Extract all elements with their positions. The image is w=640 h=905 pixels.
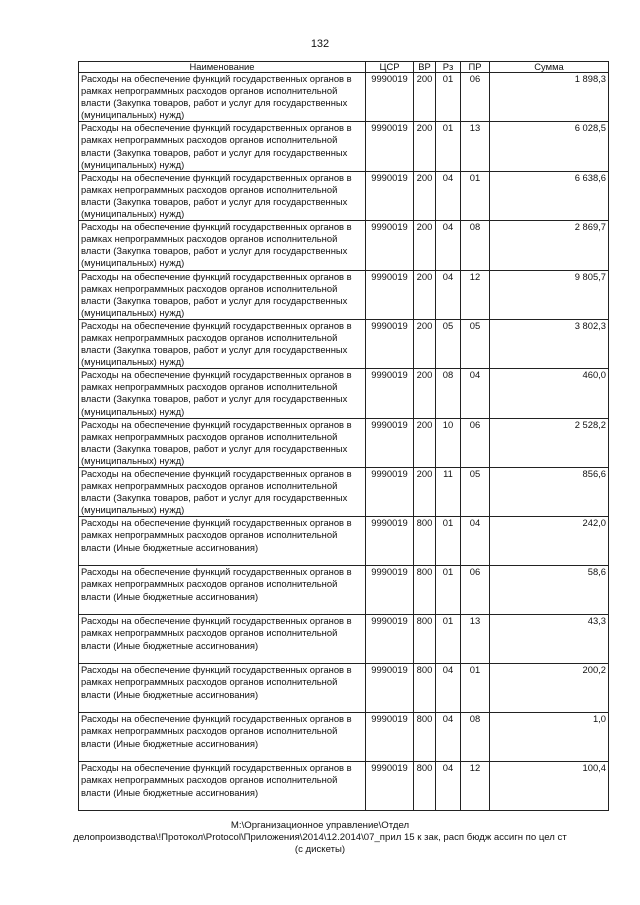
cell-sum: 1,0 bbox=[490, 713, 609, 762]
cell-pr: 06 bbox=[461, 418, 490, 467]
table-row bbox=[79, 270, 609, 319]
footer-line-1: М:\Организационное управление\Отдел bbox=[230, 820, 410, 831]
cell-vr: 800 bbox=[414, 664, 436, 713]
table-row bbox=[79, 73, 609, 122]
cell-rz: 04 bbox=[436, 270, 461, 319]
cell-rz: 01 bbox=[436, 517, 461, 566]
cell-vr: 800 bbox=[414, 517, 436, 566]
cell-pr: 12 bbox=[461, 270, 490, 319]
cell-pr: 13 bbox=[461, 122, 490, 171]
cell-csr: 9990019 bbox=[366, 517, 414, 566]
cell-csr: 9990019 bbox=[366, 762, 414, 811]
cell-pr: 13 bbox=[461, 615, 490, 664]
table-row bbox=[79, 171, 609, 220]
cell-csr: 9990019 bbox=[366, 664, 414, 713]
cell-vr: 800 bbox=[414, 566, 436, 615]
cell-csr: 9990019 bbox=[366, 221, 414, 270]
header-rz: Рз bbox=[436, 62, 461, 73]
cell-sum: 100,4 bbox=[490, 762, 609, 811]
cell-name: Расходы на обеспечение функций государственных органов в рамках непрограммных расходов органов исполнительной власти (Иные бюджетные ассигнования) bbox=[79, 664, 366, 713]
cell-vr: 200 bbox=[414, 418, 436, 467]
table-row bbox=[79, 713, 609, 762]
cell-rz: 11 bbox=[436, 468, 461, 517]
header-row bbox=[79, 62, 609, 73]
cell-sum: 9 805,7 bbox=[490, 270, 609, 319]
cell-sum: 58,6 bbox=[490, 566, 609, 615]
header-name: Наименование bbox=[79, 62, 366, 73]
cell-vr: 200 bbox=[414, 122, 436, 171]
cell-name: Расходы на обеспечение функций государственных органов в рамках непрограммных расходов органов исполнительной власти (Закупка товаров, работ и услуг для государственных (муниципальных) нужд) bbox=[79, 122, 366, 171]
cell-pr: 01 bbox=[461, 171, 490, 220]
cell-vr: 200 bbox=[414, 73, 436, 122]
cell-name: Расходы на обеспечение функций государственных органов в рамках непрограммных расходов органов исполнительной власти (Закупка товаров, работ и услуг для государственных (муниципальных) нужд) bbox=[79, 73, 366, 122]
header-pr: ПР bbox=[461, 62, 490, 73]
table-row bbox=[79, 566, 609, 615]
cell-name: Расходы на обеспечение функций государственных органов в рамках непрограммных расходов органов исполнительной власти (Закупка товаров, работ и услуг для государственных (муниципальных) нужд) bbox=[79, 270, 366, 319]
table-body bbox=[79, 73, 609, 811]
cell-name: Расходы на обеспечение функций государственных органов в рамках непрограммных расходов органов исполнительной власти (Закупка товаров, работ и услуг для государственных (муниципальных) нужд) bbox=[79, 369, 366, 418]
cell-rz: 10 bbox=[436, 418, 461, 467]
cell-name: Расходы на обеспечение функций государственных органов в рамках непрограммных расходов органов исполнительной власти (Закупка товаров, работ и услуг для государственных (муниципальных) нужд) bbox=[79, 171, 366, 220]
cell-name: Расходы на обеспечение функций государственных органов в рамках непрограммных расходов органов исполнительной власти (Закупка товаров, работ и услуг для государственных (муниципальных) нужд) bbox=[79, 319, 366, 368]
table-row bbox=[79, 319, 609, 368]
cell-csr: 9990019 bbox=[366, 319, 414, 368]
cell-pr: 05 bbox=[461, 319, 490, 368]
table-row bbox=[79, 418, 609, 467]
cell-pr: 06 bbox=[461, 566, 490, 615]
cell-name: Расходы на обеспечение функций государственных органов в рамках непрограммных расходов органов исполнительной власти (Иные бюджетные ассигнования) bbox=[79, 713, 366, 762]
cell-vr: 200 bbox=[414, 468, 436, 517]
cell-csr: 9990019 bbox=[366, 73, 414, 122]
cell-sum: 856,6 bbox=[490, 468, 609, 517]
cell-rz: 05 bbox=[436, 319, 461, 368]
cell-rz: 04 bbox=[436, 171, 461, 220]
page-number: 132 bbox=[310, 38, 330, 50]
footer-line-2: делопроизводства\!Протокол\Protocol\Приложения\2014\12.2014\07_прил 15 к зак, расп бюдж ассигн по цел ст bbox=[73, 832, 567, 843]
cell-name: Расходы на обеспечение функций государственных органов в рамках непрограммных расходов органов исполнительной власти (Иные бюджетные ассигнования) bbox=[79, 566, 366, 615]
cell-csr: 9990019 bbox=[366, 270, 414, 319]
cell-rz: 08 bbox=[436, 369, 461, 418]
footer-line-3: (с дискеты) bbox=[294, 844, 346, 855]
cell-vr: 800 bbox=[414, 615, 436, 664]
cell-csr: 9990019 bbox=[366, 369, 414, 418]
cell-csr: 9990019 bbox=[366, 418, 414, 467]
cell-pr: 08 bbox=[461, 713, 490, 762]
cell-sum: 43,3 bbox=[490, 615, 609, 664]
cell-vr: 200 bbox=[414, 369, 436, 418]
cell-csr: 9990019 bbox=[366, 171, 414, 220]
table-header bbox=[79, 62, 609, 73]
cell-pr: 05 bbox=[461, 468, 490, 517]
cell-rz: 01 bbox=[436, 566, 461, 615]
cell-vr: 200 bbox=[414, 319, 436, 368]
cell-vr: 800 bbox=[414, 713, 436, 762]
table-row bbox=[79, 122, 609, 171]
table-row bbox=[79, 615, 609, 664]
cell-sum: 6 638,6 bbox=[490, 171, 609, 220]
header-vr: ВР bbox=[414, 62, 436, 73]
cell-name: Расходы на обеспечение функций государственных органов в рамках непрограммных расходов органов исполнительной власти (Закупка товаров, работ и услуг для государственных (муниципальных) нужд) bbox=[79, 221, 366, 270]
cell-pr: 01 bbox=[461, 664, 490, 713]
cell-rz: 04 bbox=[436, 713, 461, 762]
cell-vr: 200 bbox=[414, 171, 436, 220]
cell-name: Расходы на обеспечение функций государственных органов в рамках непрограммных расходов органов исполнительной власти (Закупка товаров, работ и услуг для государственных (муниципальных) нужд) bbox=[79, 418, 366, 467]
cell-name: Расходы на обеспечение функций государственных органов в рамках непрограммных расходов органов исполнительной власти (Иные бюджетные ассигнования) bbox=[79, 615, 366, 664]
cell-rz: 01 bbox=[436, 122, 461, 171]
cell-sum: 1 898,3 bbox=[490, 73, 609, 122]
table-row bbox=[79, 221, 609, 270]
cell-sum: 3 802,3 bbox=[490, 319, 609, 368]
table-row bbox=[79, 468, 609, 517]
cell-pr: 04 bbox=[461, 369, 490, 418]
header-sum: Сумма bbox=[490, 62, 609, 73]
cell-rz: 04 bbox=[436, 762, 461, 811]
file-path-footer bbox=[0, 820, 640, 856]
cell-csr: 9990019 bbox=[366, 468, 414, 517]
cell-sum: 6 028,5 bbox=[490, 122, 609, 171]
cell-name: Расходы на обеспечение функций государственных органов в рамках непрограммных расходов органов исполнительной власти (Иные бюджетные ассигнования) bbox=[79, 762, 366, 811]
cell-name: Расходы на обеспечение функций государственных органов в рамках непрограммных расходов органов исполнительной власти (Закупка товаров, работ и услуг для государственных (муниципальных) нужд) bbox=[79, 468, 366, 517]
cell-pr: 04 bbox=[461, 517, 490, 566]
table-row bbox=[79, 664, 609, 713]
cell-sum: 2 528,2 bbox=[490, 418, 609, 467]
cell-vr: 200 bbox=[414, 221, 436, 270]
table-row bbox=[79, 517, 609, 566]
table-row bbox=[79, 369, 609, 418]
cell-csr: 9990019 bbox=[366, 713, 414, 762]
cell-sum: 200,2 bbox=[490, 664, 609, 713]
cell-sum: 2 869,7 bbox=[490, 221, 609, 270]
budget-table bbox=[78, 61, 609, 811]
cell-rz: 01 bbox=[436, 73, 461, 122]
cell-rz: 04 bbox=[436, 664, 461, 713]
cell-csr: 9990019 bbox=[366, 122, 414, 171]
cell-pr: 06 bbox=[461, 73, 490, 122]
cell-csr: 9990019 bbox=[366, 615, 414, 664]
header-csr: ЦСР bbox=[366, 62, 414, 73]
cell-pr: 08 bbox=[461, 221, 490, 270]
cell-csr: 9990019 bbox=[366, 566, 414, 615]
cell-rz: 01 bbox=[436, 615, 461, 664]
cell-name: Расходы на обеспечение функций государственных органов в рамках непрограммных расходов органов исполнительной власти (Иные бюджетные ассигнования) bbox=[79, 517, 366, 566]
table-row bbox=[79, 762, 609, 811]
cell-vr: 200 bbox=[414, 270, 436, 319]
cell-sum: 460,0 bbox=[490, 369, 609, 418]
cell-sum: 242,0 bbox=[490, 517, 609, 566]
cell-vr: 800 bbox=[414, 762, 436, 811]
cell-rz: 04 bbox=[436, 221, 461, 270]
cell-pr: 12 bbox=[461, 762, 490, 811]
